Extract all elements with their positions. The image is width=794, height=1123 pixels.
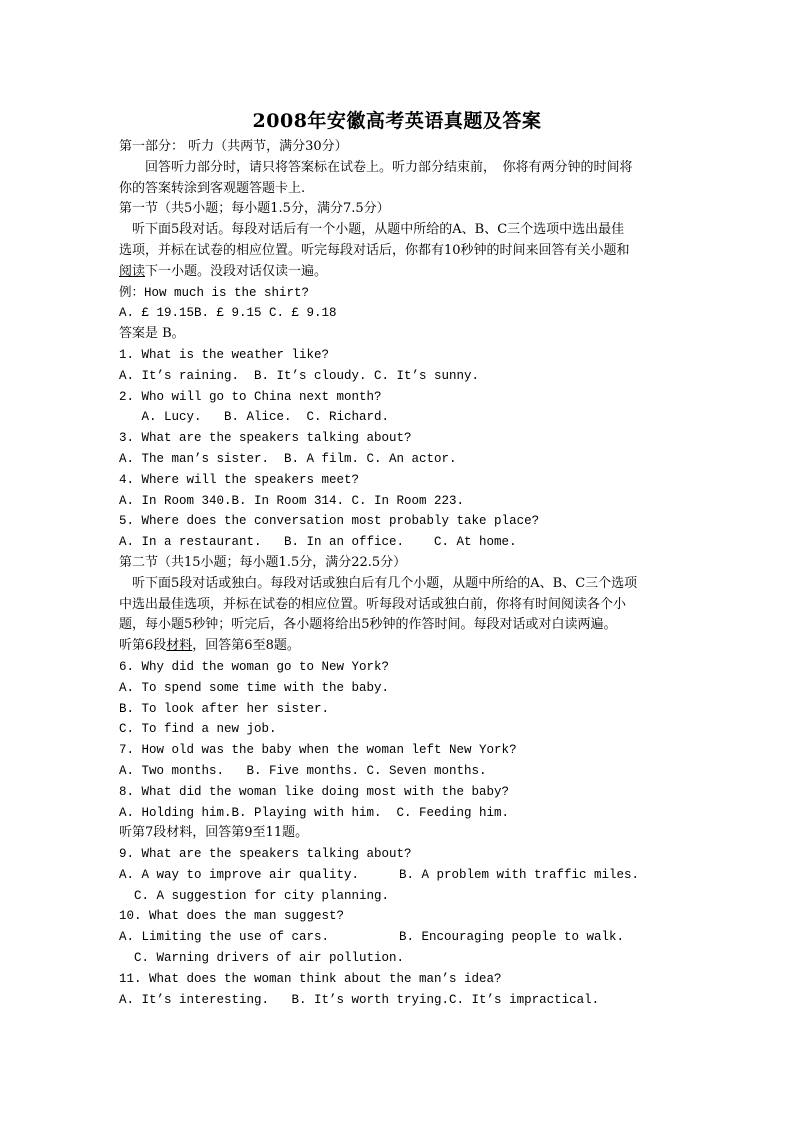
question-11-options: A. It’s interesting. B. It’s worth trying.C. It’s impractical. [119, 992, 600, 1007]
question-4-options: A. In Room 340.B. In Room 314. C. In Room 223. [119, 493, 465, 508]
listen6-text-a: 听第6段 [119, 638, 167, 654]
listen6-text-c: ，回答第6至8题。 [192, 638, 300, 654]
question-1-options: A. It’s raining. B. It’s cloudy. C. It’s sunny. [119, 368, 480, 383]
instr-text: 下一小题。没段对话仅读一遍。 [145, 263, 328, 279]
question-10-option-c: C. Warning drivers of air pollution. [119, 951, 405, 966]
question-9-option-c: C. A suggestion for city planning. [119, 888, 390, 903]
section2-instr-line2: 中选出最佳选项，并标在试卷的相应位置。听每段对话或独白前，你将有时间阅读各个小 [119, 596, 627, 612]
part1-intro-line1: 回答听力部分时，请只将答案标在试卷上。听力部分结束前， 你将有两分钟的时间将 [119, 159, 633, 175]
section2-header: 第二节（共15小题；每小题1.5分，满分22.5分） [119, 554, 407, 570]
question-3: 3. What are the speakers talking about? [119, 431, 412, 446]
part1-intro-line2: 你的答案转涂到客观题答题卡上. [119, 180, 306, 196]
example-options: A. £ 19.15B. £ 9.15 C. £ 9.18 [119, 306, 337, 321]
section1-instr-line1: 听下面5段对话。每段对话后有一个小题，从题中所给的A、B、C三个选项中选出最佳 [119, 222, 625, 238]
question-9-option-a: A. A way to improve air quality. [119, 867, 360, 882]
question-4: 4. Where will the speakers meet? [119, 472, 360, 487]
question-10: 10. What does the man suggest? [119, 909, 345, 924]
section2-instr-line1: 听下面5段对话或独白。每段对话或独白后有几个小题，从题中所给的A、B、C三个选项 [119, 575, 638, 591]
question-2-options: A. Lucy. B. Alice. C. Richard. [119, 410, 390, 425]
example-answer: 答案是 B。 [119, 326, 185, 342]
question-10-option-a: A. Limiting the use of cars. [119, 930, 330, 945]
listen-passage-6 [119, 636, 679, 657]
question-6-option-a: A. To spend some time with the baby. [119, 680, 390, 695]
question-8: 8. What did the woman like doing most with the baby? [119, 784, 510, 799]
underlined-word: 阅读 [119, 263, 146, 279]
question-11: 11. What does the woman think about the man’s idea? [119, 971, 502, 986]
question-8-options: A. Holding him.B. Playing with him. C. Feeding him. [119, 805, 510, 820]
question-9-option-b: B. A problem with traffic miles. [399, 867, 640, 882]
listen6-underlined: 材料 [166, 638, 193, 654]
example-question: 例：How much is the shirt? [119, 285, 310, 300]
question-9: 9. What are the speakers talking about? [119, 847, 412, 862]
question-10-options-ab [119, 927, 679, 948]
part1-header: 第一部分： 听力（共两节，满分30分） [119, 139, 348, 154]
section1-instr-line2: 选项，并标在试卷的相应位置。听完每段对话后，你都有10秒钟的时间来回答有关小题和 [119, 242, 630, 258]
section2-instr-line3: 题，每小题5秒钟；听完后，各小题将给出5秒钟的作答时间。每段对话或对白读两遍。 [119, 617, 617, 633]
listen-passage-7: 听第7段材料，回答第9至11题。 [119, 825, 309, 841]
question-9-options-ab [119, 865, 679, 886]
question-2: 2. Who will go to China next month? [119, 389, 382, 404]
section1-instr-line3 [119, 262, 679, 283]
question-6-option-b: B. To look after her sister. [119, 701, 330, 716]
question-1: 1. What is the weather like? [119, 347, 330, 362]
question-10-option-b: B. Encouraging people to walk. [399, 930, 625, 945]
question-7-options: A. Two months. B. Five months. C. Seven months. [119, 763, 487, 778]
section1-header: 第一节（共5小题；每小题1.5分，满分7.5分） [119, 201, 390, 217]
question-6-option-c: C. To find a new job. [119, 722, 277, 737]
question-5-options: A. In a restaurant. B. In an office. C. At home. [119, 535, 517, 550]
question-7: 7. How old was the baby when the woman left New York? [119, 743, 517, 758]
question-3-options: A. The man’s sister. B. A film. C. An actor. [119, 451, 457, 466]
exam-content [119, 137, 679, 1010]
page-title: 2008年安徽高考英语真题及答案 [252, 110, 542, 132]
question-5: 5. Where does the conversation most probably take place? [119, 514, 540, 529]
question-6: 6. Why did the woman go to New York? [119, 659, 390, 674]
